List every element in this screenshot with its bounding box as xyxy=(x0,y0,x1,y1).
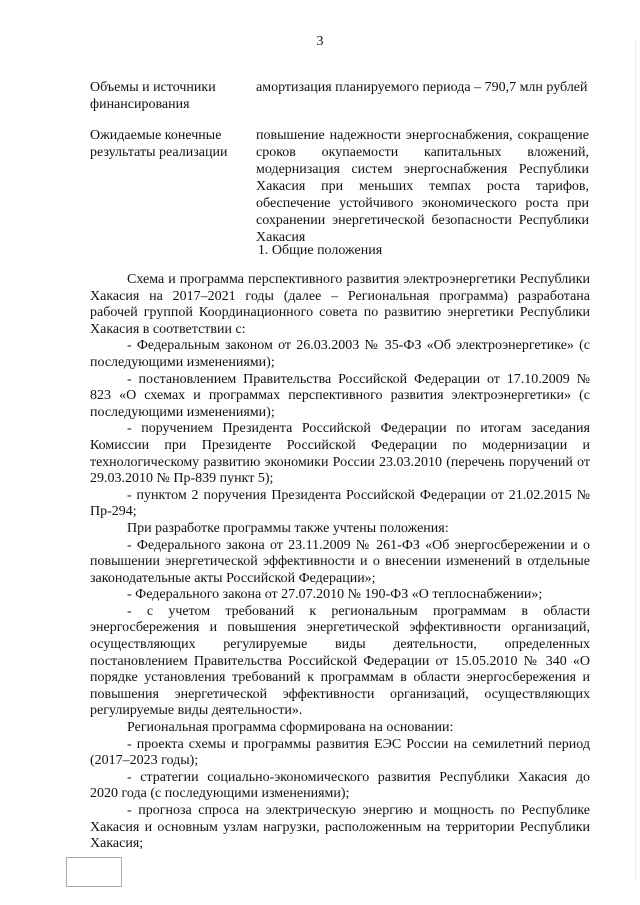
passport-value: повышение надежности энергоснабжения, сокращение сроков окупаемости капитальных вложений, модернизация систем энергоснабжения Республики Хакасия при меньших темпах роста тарифов, обеспечение устойчивого экономического роста при сохранении энергетической безопасности Республики Хакасия xyxy=(256,128,589,245)
passport-label: Объемы и источники финансирования xyxy=(90,80,216,112)
scan-edge-line xyxy=(635,40,636,880)
page-number: 3 xyxy=(316,34,324,49)
paragraph: - Федеральным законом от 26.03.2003 № 35-ФЗ «Об электроэнергетике» (с последующими изменениями); xyxy=(90,338,590,370)
paragraph: - поручением Президента Российской Федерации по итогам заседания Комиссии при Президенте Российской Федерации по модернизации и технологическому развитию экономики России 23.03.2010 (перечень поручений от 29.03.2010 № Пр-839 пункт 5); xyxy=(90,421,590,487)
paragraph: - пунктом 2 поручения Президента Российской Федерации от 21.02.2015 № Пр-294; xyxy=(90,487,590,520)
paragraph: - с учетом требований к региональным программам в области энергосбережения и повышения энергетической эффективности организаций, осуществляющих регулируемые виды деятельности, определенных постановлением Правительства Российской Федерации от 15.05.2010 № 340 «О порядке установления требований к программам в области энергосбережения и повышения энергетической эффективности организаций, осуществляющих регулируемые виды деятельности». xyxy=(90,603,590,719)
paragraph: Региональная программа сформирована на основании: xyxy=(127,720,454,736)
paragraph: - Федерального закона от 27.07.2010 № 190-ФЗ «О теплоснабжении»; xyxy=(127,587,543,603)
body-text xyxy=(90,272,590,853)
paragraph: Схема и программа перспективного развития электроэнергетики Республики Хакасия на 2017–2021 годы (далее – Региональная программа) разработана рабочей группой Координационного совета по развитию энергетики Республики Хакасия в соответствии с: xyxy=(90,272,590,337)
paragraph: - Федерального закона от 23.11.2009 № 261-ФЗ «Об энергосбережении и о повышении энергетической эффективности и о внесении изменений в отдельные законодательные акты Российской Федерации»; xyxy=(90,537,590,586)
passport-row-financing xyxy=(90,79,590,119)
paragraph: - постановлением Правительства Российской Федерации от 17.10.2009 № 823 «О схемах и программах перспективного развития электроэнергетики» (с последующими изменениями); xyxy=(90,371,590,420)
passport-row-results xyxy=(90,127,590,245)
paragraph: - прогноза спроса на электрическую энергию и мощность по Республике Хакасия и основным узлам нагрузки, расположенным на территории Республики Хакасия; xyxy=(90,803,590,852)
paragraph: - стратегии социально-экономического развития Республики Хакасия до 2020 года (с последующими изменениями); xyxy=(90,769,590,802)
paragraph: При разработке программы также учтены положения: xyxy=(127,520,449,536)
passport-label: Ожидаемые конечные результаты реализации xyxy=(90,128,228,160)
approval-stamp xyxy=(66,857,122,887)
passport-value: амортизация планируемого периода – 790,7 млн рублей xyxy=(256,80,588,95)
paragraph: - проекта схемы и программы развития ЕЭС России на семилетний период (2017–2023 годы); xyxy=(90,736,590,769)
section-heading: 1. Общие положения xyxy=(257,243,383,258)
